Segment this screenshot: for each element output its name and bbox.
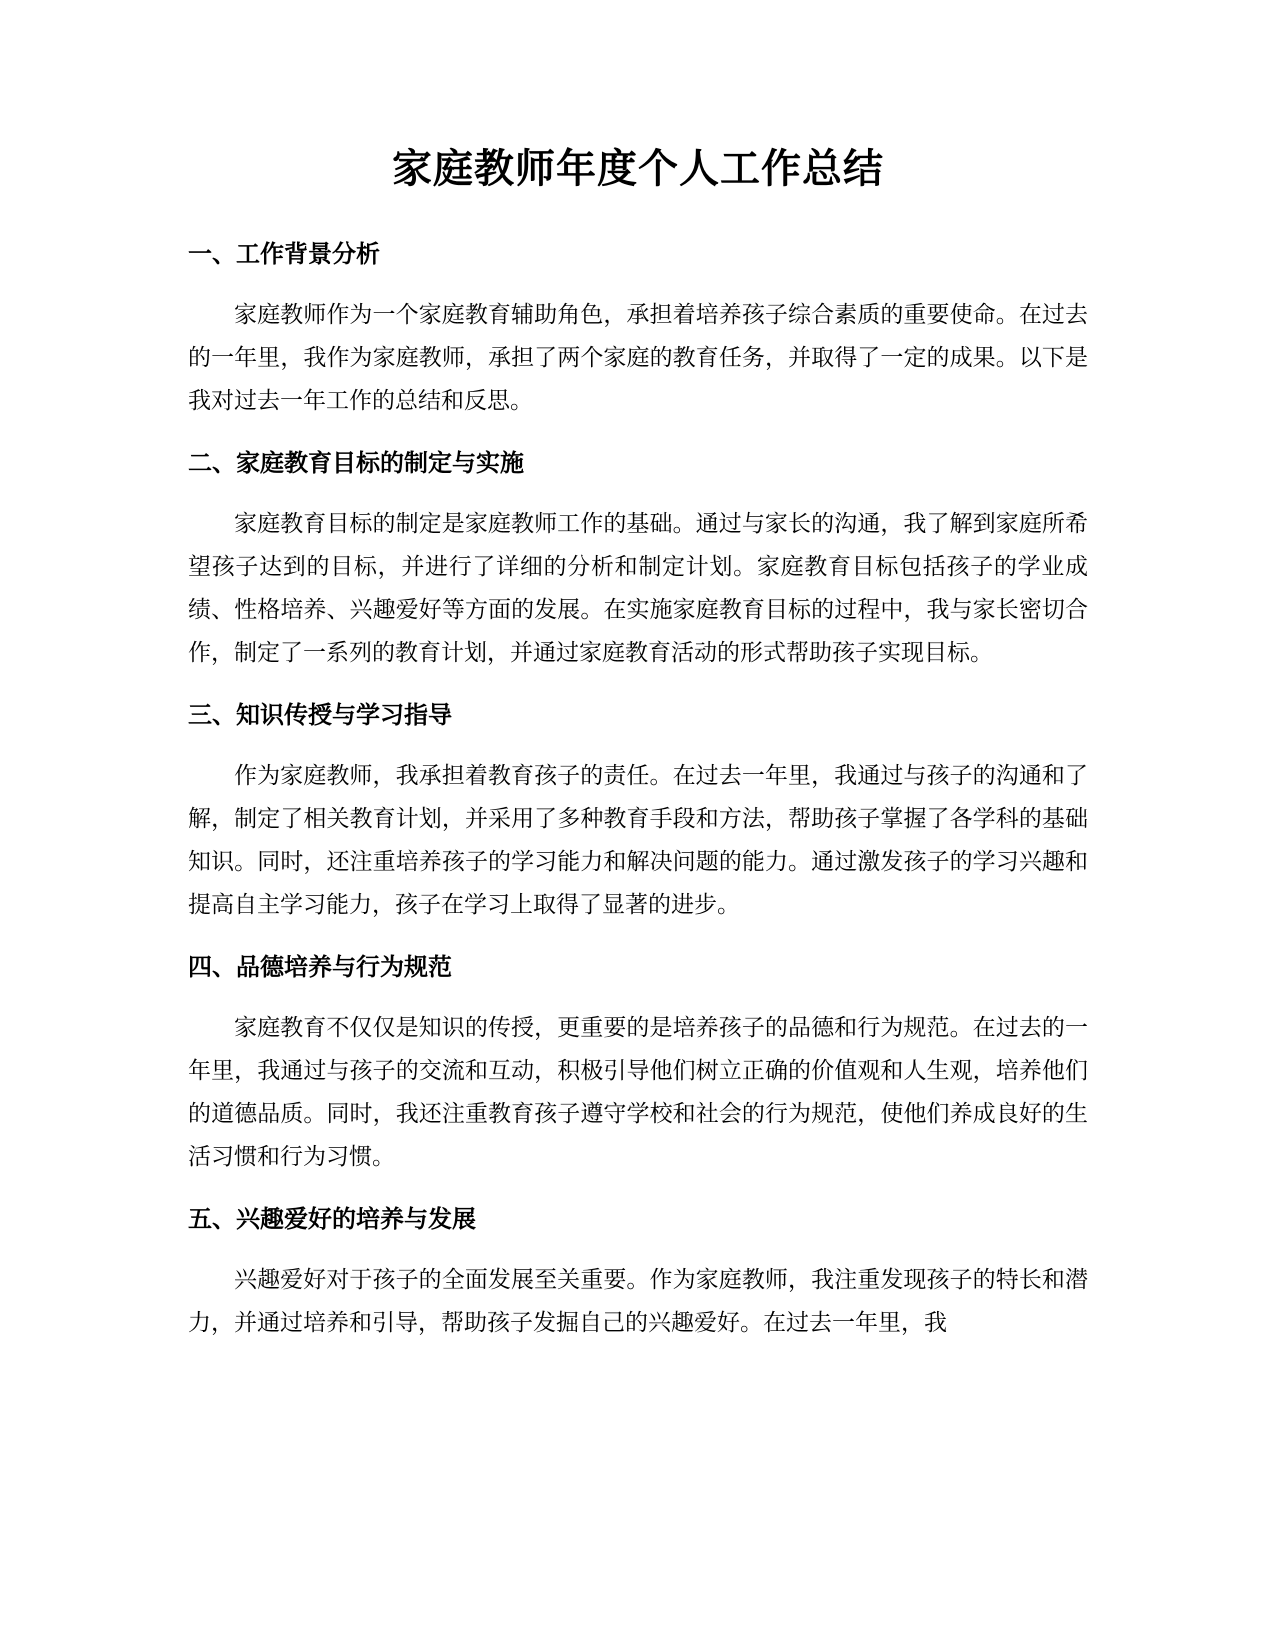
section-paragraph: 家庭教师作为一个家庭教育辅助角色，承担着培养孩子综合素质的重要使命。在过去的一年里，我作为家庭教师，承担了两个家庭的教育任务，并取得了一定的成果。以下是我对过去一年工作的总结和反思。 [188,302,1088,414]
section-moral-cultivation [188,949,1088,1179]
section-heading: 一、工作背景分析 [188,240,380,268]
section-heading: 二、家庭教育目标的制定与实施 [188,449,524,477]
section-knowledge-teaching [188,697,1088,927]
section-heading: 五、兴趣爱好的培养与发展 [188,1205,476,1233]
section-interest-development [188,1201,1088,1345]
section-paragraph: 家庭教育不仅仅是知识的传授，更重要的是培养孩子的品德和行为规范。在过去的一年里，我通过与孩子的交流和互动，积极引导他们树立正确的价值观和人生观，培养他们的道德品质。同时，我还注重教育孩子遵守学校和社会的行为规范，使他们养成良好的生活习惯和行为习惯。 [188,1015,1088,1170]
section-heading: 四、品德培养与行为规范 [188,953,452,981]
document-body [188,140,1088,1367]
section-education-goals [188,445,1088,675]
section-paragraph: 家庭教育目标的制定是家庭教师工作的基础。通过与家长的沟通，我了解到家庭所希望孩子达到的目标，并进行了详细的分析和制定计划。家庭教育目标包括孩子的学业成绩、性格培养、兴趣爱好等方面的发展。在实施家庭教育目标的过程中，我与家长密切合作，制定了一系列的教育计划，并通过家庭教育活动的形式帮助孩子实现目标。 [188,511,1088,666]
section-work-background [188,236,1088,423]
section-heading: 三、知识传授与学习指导 [188,701,452,729]
section-paragraph: 作为家庭教师，我承担着教育孩子的责任。在过去一年里，我通过与孩子的沟通和了解，制定了相关教育计划，并采用了多种教育手段和方法，帮助孩子掌握了各学科的基础知识。同时，还注重培养孩子的学习能力和解决问题的能力。通过激发孩子的学习兴趣和提高自主学习能力，孩子在学习上取得了显著的进步。 [188,763,1088,918]
section-paragraph: 兴趣爱好对于孩子的全面发展至关重要。作为家庭教师，我注重发现孩子的特长和潜力，并通过培养和引导，帮助孩子发掘自己的兴趣爱好。在过去一年里，我 [188,1267,1088,1336]
document-title: 家庭教师年度个人工作总结 [392,146,884,192]
